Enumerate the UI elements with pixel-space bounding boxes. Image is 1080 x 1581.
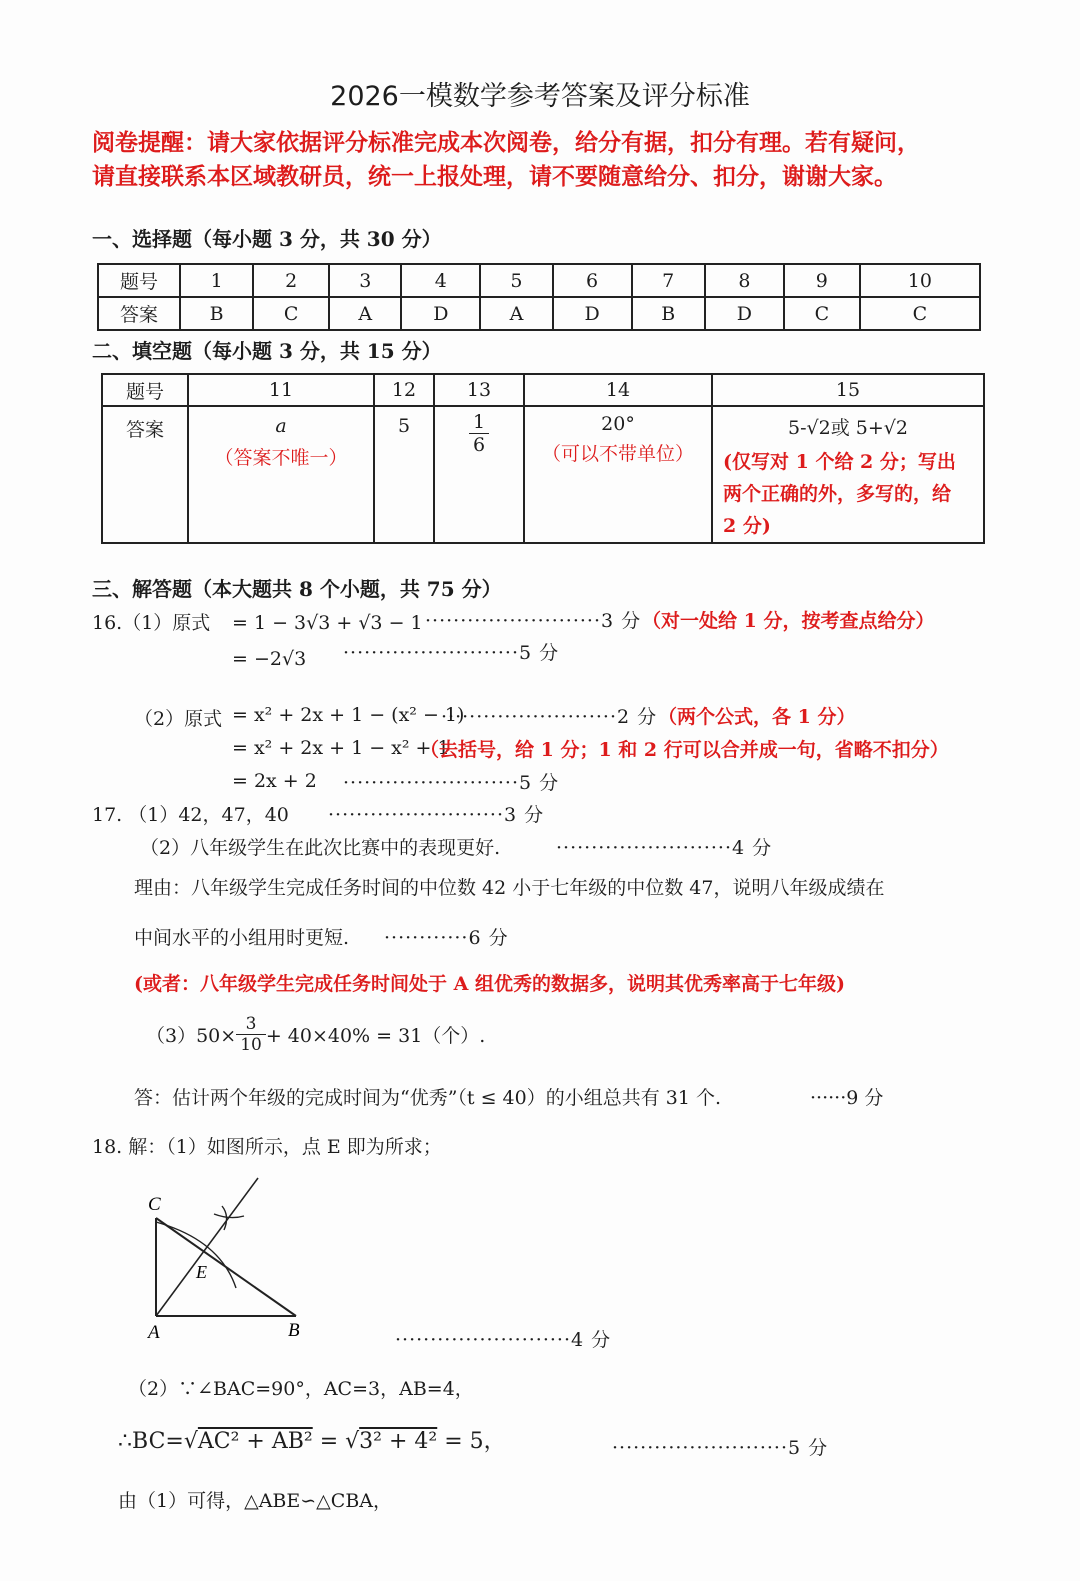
choice-ans: C	[253, 297, 329, 330]
q14-answer: 20°	[601, 413, 635, 435]
construction-arc-mark	[214, 1214, 244, 1218]
q11-cell	[188, 406, 374, 543]
q16-p1-line2: = −2√3	[232, 648, 307, 670]
q18-calc-equals: =	[319, 1429, 339, 1454]
q13-cell	[434, 406, 524, 543]
choice-num: 1	[180, 264, 253, 297]
q17-p3-numerator: 3	[236, 1014, 266, 1035]
q17-p2-score: ·························4 分	[556, 837, 773, 859]
triangle-construction-figure	[130, 1170, 320, 1345]
q16-p1-note1: （对一处给 1 分，按考查点给分）	[642, 610, 935, 632]
q16-p1-score1: ·························3 分	[425, 610, 642, 632]
fill-num: 14	[524, 374, 712, 406]
q16-p2-score1: ·························2 分	[441, 706, 658, 728]
q18-figure-score: ·························4 分	[395, 1329, 612, 1351]
choice-num: 7	[632, 264, 705, 297]
q17-p2: （2）八年级学生在此次比赛中的表现更好.	[140, 837, 501, 859]
q16-p2-note2: （去括号，给 1 分；1 和 2 行可以合并成一句，省略不扣分）	[420, 739, 949, 761]
notice-line-1: 阅卷提醒：请大家依据评分标准完成本次阅卷，给分有据，扣分有理。若有疑问，	[92, 130, 920, 156]
choice-num: 9	[784, 264, 860, 297]
q15-note-line: 2 分)	[723, 515, 771, 537]
choice-ans: D	[553, 297, 632, 330]
q16-p1-score2: ·························5 分	[343, 642, 560, 664]
choice-num: 3	[329, 264, 401, 297]
q17-reason-2-score: ············6 分	[384, 927, 509, 949]
choice-ans: B	[632, 297, 705, 330]
q13-numerator: 1	[469, 411, 489, 434]
q18-p1: 18. 解：（1）如图所示，点 E 即为所求；	[92, 1136, 442, 1158]
q16-p2-line1: = x² + 2x + 1 − (x² − 1)	[232, 704, 465, 726]
fill-num: 13	[434, 374, 524, 406]
vertex-label-a: A	[148, 1322, 160, 1343]
q16-p1-line1: = 1 − 3√3 + √3 − 1	[232, 612, 423, 634]
q13-denominator: 6	[472, 434, 486, 456]
q18-calc-radicand-1: AC² + AB²	[197, 1429, 313, 1454]
choice-num: 4	[401, 264, 480, 297]
choice-answer-table	[97, 263, 981, 331]
choice-ans-label: 答案	[98, 297, 180, 330]
q17-p3-fraction	[236, 1014, 266, 1055]
point-label-e: E	[196, 1262, 207, 1282]
choice-ans: B	[180, 297, 253, 330]
q15-note-line: (仅写对 1 个给 2 分；写出	[723, 451, 956, 473]
page-title: 2026一模数学参考答案及评分标准	[330, 81, 750, 112]
q17-p3	[146, 1014, 485, 1055]
choice-num: 8	[705, 264, 784, 297]
q16-p2-line3: = 2x + 2	[232, 770, 317, 792]
q12-answer: 5	[374, 406, 434, 543]
q17-reason-2: 中间水平的小组用时更短.	[134, 927, 350, 949]
q17-answer-score: ······9 分	[810, 1087, 884, 1109]
vertex-label-c: C	[148, 1194, 161, 1215]
fill-num-label: 题号	[102, 374, 188, 406]
q15-note-line: 两个正确的外，多写的，给	[723, 483, 952, 505]
q16-p2-line2: = x² + 2x + 1 − x² + 1	[232, 737, 450, 759]
q17-reason-1: 理由：八年级学生完成任务时间的中位数 42 小于七年级的中位数 47，说明八年级成绩在	[134, 877, 885, 899]
fill-ans-label: 答案	[102, 406, 188, 543]
q17-p1-score: ·························3 分	[328, 804, 545, 826]
q18-calc-result: = 5，	[444, 1429, 506, 1454]
q18-p2: （2）∵∠BAC=90°，AC=3，AB=4，	[128, 1378, 474, 1400]
section3-heading: 三、解答题（本大题共 8 个小题，共 75 分）	[92, 577, 502, 601]
section1-heading: 一、选择题（每小题 3 分，共 30 分）	[92, 227, 442, 251]
q18-p3: 由（1）可得，△ABE∽△CBA，	[118, 1490, 393, 1512]
choice-num: 2	[253, 264, 329, 297]
q13-fraction	[469, 411, 489, 456]
q17-alt-answer: (或者：八年级学生完成任务时间处于 A 组优秀的数据多，说明其优秀率高于七年级)	[134, 973, 845, 995]
q16-p1-label: 16.（1）原式	[92, 612, 211, 634]
q16-p2-note1: （两个公式，各 1 分）	[658, 706, 856, 728]
choice-ans: D	[401, 297, 480, 330]
q17-answer: 答：估计两个年级的完成时间为“优秀”（t ≤ 40）的小组总共有 31 个.	[134, 1087, 722, 1109]
choice-num: 5	[480, 264, 552, 297]
q11-answer: a	[275, 415, 287, 437]
vertex-label-b: B	[288, 1320, 300, 1341]
q18-bc-calculation: ∴BC=√AC² + AB² = √3² + 4² = 5，	[118, 1429, 506, 1454]
q17-p1: 17. （1）42，47，40	[92, 804, 289, 826]
q15-answer: 5-√2或 5+√2	[788, 417, 908, 439]
choice-num-label: 题号	[98, 264, 180, 297]
q18-calc-prefix: ∴BC=	[118, 1429, 184, 1454]
choice-num: 6	[553, 264, 632, 297]
choice-ans: C	[860, 297, 980, 330]
choice-ans: A	[480, 297, 552, 330]
section2-heading: 二、填空题（每小题 3 分，共 15 分）	[92, 339, 442, 363]
choice-num: 10	[860, 264, 980, 297]
q17-p3-suffix: + 40×40% = 31（个）.	[265, 1025, 486, 1047]
notice-line-2: 请直接联系本区域教研员，统一上报处理，请不要随意给分、扣分，谢谢大家。	[92, 164, 897, 190]
q11-note: （答案不唯一）	[214, 447, 348, 469]
fill-num: 12	[374, 374, 434, 406]
q17-p3-prefix: （3）50×	[146, 1025, 237, 1047]
choice-ans: D	[705, 297, 784, 330]
q16-p2-label: （2）原式	[134, 708, 223, 730]
fill-answer-table	[101, 373, 985, 544]
q14-cell	[524, 406, 712, 543]
choice-ans: A	[329, 297, 401, 330]
q14-note: （可以不带单位）	[541, 443, 694, 465]
fill-num: 15	[712, 374, 984, 406]
q18-calc-radicand-2: 3² + 4²	[359, 1429, 438, 1454]
q17-p3-denominator: 10	[240, 1035, 262, 1055]
choice-ans: C	[784, 297, 860, 330]
q15-cell	[712, 406, 984, 543]
q18-calc-score: ·························5 分	[612, 1437, 829, 1459]
q16-p2-score3: ·························5 分	[343, 772, 560, 794]
q15-note	[713, 446, 983, 542]
fill-num: 11	[188, 374, 374, 406]
